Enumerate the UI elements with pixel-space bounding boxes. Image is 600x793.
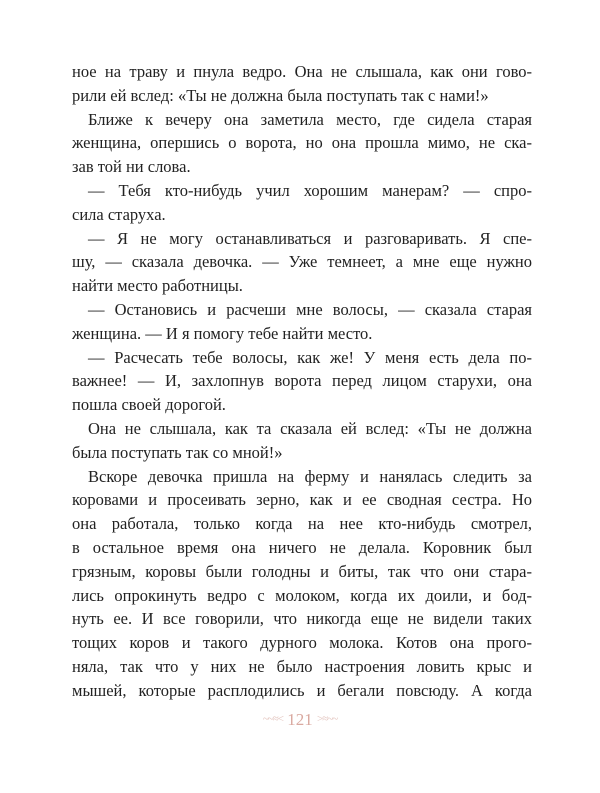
text-line: она работала, только когда на нее кто-нибудь смотрел,	[72, 514, 532, 534]
text-line: найти место работницы.	[72, 276, 243, 296]
text-line: — Тебя кто-нибудь учил хорошим манерам? — спро-	[88, 180, 532, 200]
text-line: была поступать так со мной!»	[72, 442, 283, 462]
right-ornament-icon: >≈~~	[317, 713, 338, 725]
text-line: грязным, коровы были голодны и биты, так что они стара-	[72, 561, 532, 581]
text-line: нуть ее. И все говорили, что никогда еще не видели таких	[72, 609, 532, 629]
text-line: ное на траву и пнула ведро. Она не слышала, как они гово-	[72, 62, 532, 81]
text-line: шу, — сказала девочка. — Уже темнеет, а мне еще нужно	[72, 252, 532, 272]
text-line: — Остановись и расчеши мне волосы, — сказала старая	[88, 299, 532, 319]
text-line: рили ей вслед: «Ты не должна была поступать так с нами!»	[72, 85, 489, 105]
text-line: тощих коров и такого дурного молока. Котов она прого-	[72, 633, 532, 653]
text-line: Она не слышала, как та сказала ей вслед: «Ты не должна	[88, 418, 532, 438]
text-line: мышей, которые расплодились и бегали повсюду. А когда	[72, 680, 532, 700]
page-footer	[0, 707, 600, 731]
text-line: важнее! — И, захлопнув ворота перед лицом старухи, она	[72, 371, 532, 391]
text-line: зав той ни слова.	[72, 157, 191, 177]
text-line: сила старуха.	[72, 204, 166, 224]
text-line: женщина, опершись о ворота, но она прошла мимо, не ска-	[72, 133, 532, 153]
text-line: Ближе к вечеру она заметила место, где сидела старая	[88, 109, 532, 129]
text-line: коровами и просеивать зерно, как и ее сводная сестра. Но	[72, 490, 532, 510]
text-line: Вскоре девочка пришла на ферму и нанялась следить за	[88, 466, 532, 486]
text-line: женщина. — И я помогу тебе найти место.	[72, 323, 373, 343]
page-body-text	[72, 60, 532, 703]
text-line: — Я не могу останавливаться и разговаривать. Я спе-	[88, 228, 532, 248]
text-line: пошла своей дорогой.	[72, 395, 226, 415]
page-number: 121	[287, 710, 313, 729]
text-line: лись опрокинуть ведро с молоком, когда их доили, и бод-	[72, 585, 532, 605]
text-line: няла, так что у них не было настроения ловить крыс и	[72, 656, 532, 676]
left-ornament-icon: ~~≈<	[262, 713, 283, 725]
text-line: в остальное время она ничего не делала. Коровник был	[72, 537, 532, 557]
text-line: — Расчесать тебе волосы, как же! У меня есть дела по-	[88, 347, 532, 367]
